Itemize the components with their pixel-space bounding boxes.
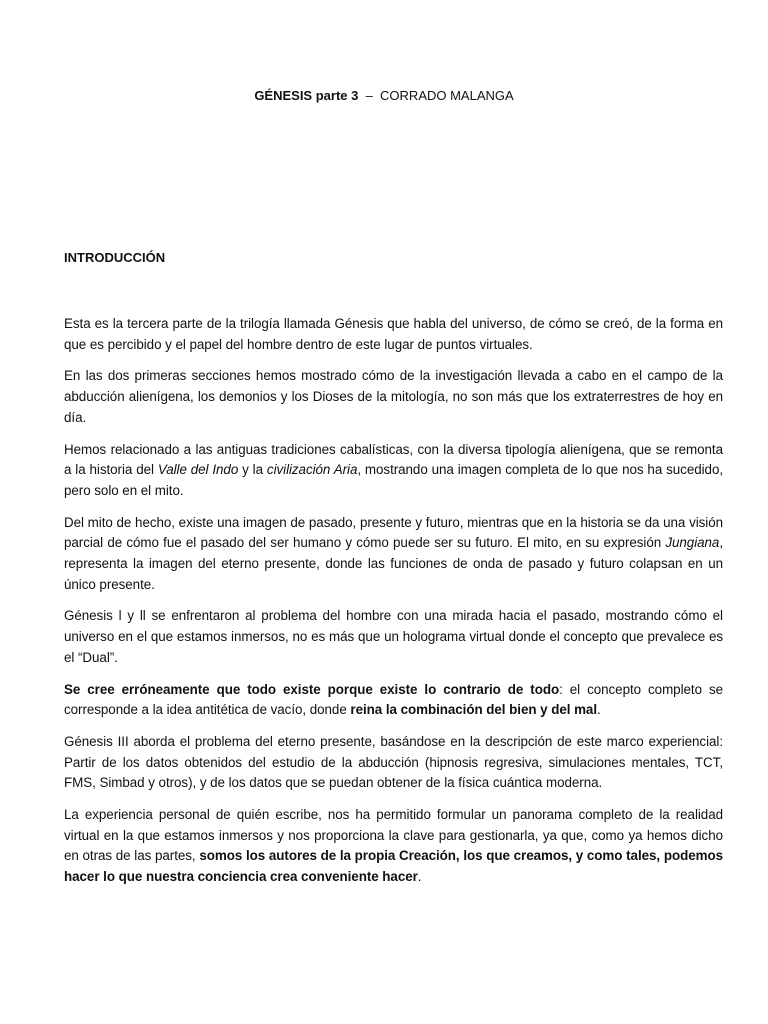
paragraph-4: [64, 513, 723, 596]
paragraph-text: Esta es la tercera parte de la trilogía llamada Génesis que habla del universo, de cómo se creó, de la forma en que es percibido y el papel del hombre dentro de este lugar de puntos virtuales.: [64, 316, 723, 352]
paragraph-6: [64, 680, 723, 721]
paragraph-7: [64, 732, 723, 794]
bold-statement: reina la combinación del bien y del mal: [350, 702, 598, 718]
paragraph-text: La experiencia personal de quién escribe, nos ha permitido formular un panorama completo de la realidad virtual en la que estamos inmersos y nos proporciona la clave para gestionarla, ya que, como ya hemos dicho en otras de las partes,: [64, 807, 723, 864]
paragraph-text: .: [417, 869, 422, 885]
paragraph-3: [64, 440, 723, 502]
paragraph-text: .: [597, 702, 601, 718]
paragraph-text: , mostrando una imagen completa de lo que nos ha sucedido, pero solo en el mito.: [64, 462, 724, 498]
paragraph-8: [64, 805, 723, 888]
section-heading: INTRODUCCIÓN: [64, 250, 166, 265]
paragraph-text: Hemos relacionado a las antiguas tradiciones cabalísticas, con la diversa tipología alienígena, que se remonta a la historia del: [64, 441, 723, 478]
paragraph-2: [64, 366, 723, 428]
paragraph-text: , representa la imagen del eterno presente, donde las funciones de onda de pasado y futuro colapsan en un único presente.: [64, 535, 723, 592]
bold-statement: somos los autores de la propia Creación, los que creamos, y como tales, podemos hacer lo que nuestra conciencia crea conveniente hacer: [64, 848, 723, 885]
paragraph-text: Del mito de hecho, existe una imagen de pasado, presente y futuro, mientras que en la historia se da una visión parcial de cómo fue el pasado del ser humano y cómo puede ser su futuro. El mito, en su expresión: [64, 514, 723, 551]
paragraph-text: y la: [238, 462, 267, 478]
paragraph-text: Génesis l y ll se enfrentaron al problema del hombre con una mirada hacia el pasado, mostrando cómo el universo en el que estamos inmersos, no es más que un holograma virtual donde el concepto que prevalece es el “Dual”.: [64, 608, 723, 665]
document-body: [64, 314, 723, 899]
italic-term-valle-del-indo: Valle del Indo: [157, 462, 239, 478]
italic-term-jungiana: Jungiana: [665, 535, 720, 551]
document-title: [0, 88, 768, 104]
paragraph-text: En las dos primeras secciones hemos mostrado cómo de la investigación llevada a cabo en el campo de la abducción alienígena, los demonios y los Dioses de la mitología, no son más que los extraterrestres de hoy en día.: [64, 368, 723, 425]
paragraph-text: Génesis III aborda el problema del eterno presente, basándose en la descripción de este marco experiencial: Partir de los datos obtenidos del estudio de la abducción (hipnosis regresiva, simulaciones mentales, TCT, FMS, Simbad y otros), y de los datos que se puedan obtener de la física cuántica moderna.: [64, 733, 723, 791]
title-author: – CORRADO MALANGA: [358, 88, 514, 103]
italic-term-civilizacion-aria: civilización Aria: [266, 462, 358, 478]
paragraph-1: [64, 314, 723, 355]
bold-statement: Se cree erróneamente que todo existe porque existe lo contrario de todo: [64, 681, 560, 697]
paragraph-text: : el concepto completo se corresponde a la idea antitética de vacío, donde: [64, 681, 723, 718]
title-bold: GÉNESIS parte 3: [254, 88, 359, 103]
paragraph-5: [64, 606, 723, 668]
